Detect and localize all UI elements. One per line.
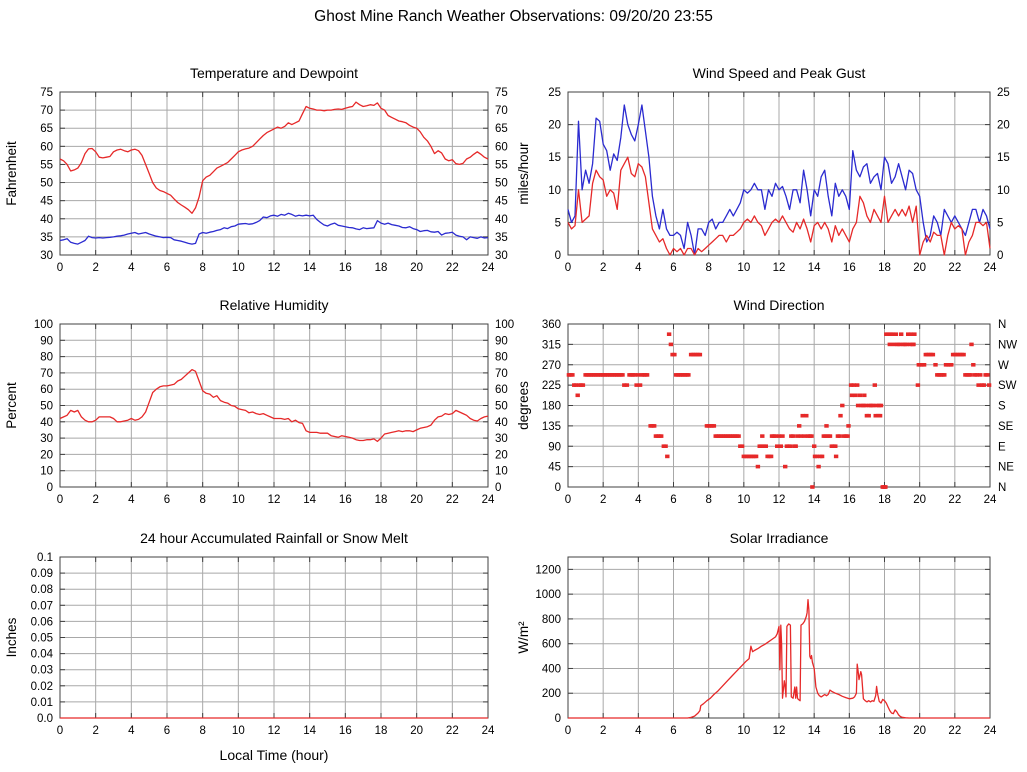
svg-text:8: 8 — [705, 494, 712, 506]
svg-text:10: 10 — [231, 262, 245, 274]
svg-text:16: 16 — [842, 262, 856, 274]
svg-text:70: 70 — [40, 367, 53, 380]
svg-text:E: E — [998, 441, 1006, 454]
svg-text:0: 0 — [564, 494, 572, 506]
svg-text:4: 4 — [128, 262, 135, 274]
svg-text:25: 25 — [548, 87, 561, 99]
svg-text:20: 20 — [997, 119, 1010, 132]
svg-text:16: 16 — [338, 725, 352, 737]
svg-text:8: 8 — [705, 725, 712, 737]
chart-wind-speed-gust — [512, 58, 1027, 280]
svg-text:10: 10 — [231, 494, 245, 506]
svg-text:2: 2 — [92, 725, 99, 737]
svg-text:0: 0 — [997, 250, 1004, 262]
svg-text:6: 6 — [670, 494, 677, 506]
svg-text:0: 0 — [554, 713, 561, 725]
svg-text:10: 10 — [997, 184, 1010, 197]
svg-text:40: 40 — [495, 213, 508, 226]
svg-text:18: 18 — [878, 725, 891, 737]
svg-text:100: 100 — [33, 319, 53, 331]
svg-text:Wind Direction: Wind Direction — [733, 297, 825, 313]
svg-text:60: 60 — [495, 141, 508, 154]
svg-text:0.01: 0.01 — [30, 696, 53, 709]
svg-text:20: 20 — [40, 449, 53, 462]
svg-text:10: 10 — [495, 465, 508, 478]
svg-text:2: 2 — [92, 494, 99, 506]
svg-text:50: 50 — [495, 400, 508, 413]
svg-text:14: 14 — [807, 494, 821, 506]
svg-text:22: 22 — [445, 262, 459, 274]
svg-text:12: 12 — [267, 262, 281, 274]
svg-text:N: N — [998, 319, 1007, 331]
svg-text:4: 4 — [128, 494, 135, 506]
svg-text:8: 8 — [199, 494, 206, 506]
svg-text:25: 25 — [997, 87, 1010, 99]
svg-text:35: 35 — [40, 231, 53, 244]
svg-text:14: 14 — [807, 262, 821, 274]
svg-text:24: 24 — [983, 725, 997, 737]
svg-text:SW: SW — [998, 380, 1017, 393]
chart-temperature-dewpoint — [0, 58, 514, 280]
svg-text:S: S — [998, 400, 1006, 413]
svg-text:30: 30 — [495, 433, 508, 446]
svg-text:6: 6 — [163, 494, 171, 506]
svg-text:0: 0 — [56, 494, 64, 506]
svg-text:15: 15 — [548, 152, 561, 165]
svg-text:50: 50 — [40, 400, 53, 413]
svg-text:0.08: 0.08 — [30, 584, 53, 597]
svg-text:4: 4 — [128, 725, 135, 737]
svg-text:60: 60 — [495, 384, 508, 397]
svg-text:Percent: Percent — [4, 382, 19, 429]
svg-text:22: 22 — [948, 725, 962, 737]
svg-text:55: 55 — [495, 159, 508, 172]
svg-text:14: 14 — [807, 725, 821, 737]
chart-relative-humidity — [0, 290, 514, 512]
svg-text:135: 135 — [541, 420, 561, 433]
svg-text:35: 35 — [495, 231, 508, 244]
svg-text:10: 10 — [737, 725, 751, 737]
svg-text:18: 18 — [374, 725, 388, 737]
svg-text:NW: NW — [998, 339, 1018, 352]
svg-text:70: 70 — [40, 105, 53, 118]
svg-text:55: 55 — [40, 159, 53, 172]
svg-text:6: 6 — [163, 262, 171, 274]
svg-text:22: 22 — [445, 494, 459, 506]
svg-text:2: 2 — [599, 262, 607, 274]
svg-text:16: 16 — [338, 494, 352, 506]
svg-text:5: 5 — [997, 217, 1004, 230]
svg-text:Fahrenheit: Fahrenheit — [4, 141, 19, 206]
chart-rainfall — [0, 523, 514, 772]
svg-text:Wind Speed and Peak Gust: Wind Speed and Peak Gust — [692, 65, 866, 81]
svg-text:W: W — [998, 359, 1009, 372]
svg-text:10: 10 — [737, 262, 751, 274]
svg-text:65: 65 — [495, 123, 508, 136]
svg-text:10: 10 — [231, 725, 245, 737]
svg-text:0: 0 — [56, 262, 64, 274]
svg-text:4: 4 — [635, 725, 642, 737]
svg-text:360: 360 — [541, 319, 561, 331]
svg-text:0.03: 0.03 — [30, 664, 53, 677]
svg-text:Inches: Inches — [4, 617, 19, 658]
svg-text:0.09: 0.09 — [30, 568, 53, 581]
chart-wind-direction — [512, 290, 1027, 512]
svg-text:90: 90 — [40, 335, 53, 348]
svg-text:45: 45 — [495, 195, 508, 208]
svg-text:24: 24 — [481, 262, 495, 274]
svg-text:4: 4 — [635, 494, 642, 506]
svg-text:12: 12 — [267, 725, 281, 737]
svg-text:Solar Irradiance: Solar Irradiance — [729, 530, 829, 546]
svg-text:270: 270 — [541, 359, 561, 372]
svg-text:75: 75 — [495, 87, 508, 99]
svg-text:14: 14 — [303, 494, 317, 506]
svg-text:60: 60 — [40, 384, 53, 397]
svg-text:50: 50 — [495, 177, 508, 190]
svg-text:12: 12 — [772, 494, 786, 506]
page-title: Ghost Mine Ranch Weather Observations: 09/20/20 23:55 — [314, 8, 713, 25]
svg-text:24 hour Accumulated Rainfall o: 24 hour Accumulated Rainfall or Snow Melt — [140, 530, 408, 546]
svg-text:18: 18 — [878, 494, 891, 506]
svg-text:Relative Humidity: Relative Humidity — [219, 297, 329, 313]
svg-text:20: 20 — [495, 449, 508, 462]
svg-text:20: 20 — [410, 262, 424, 274]
svg-text:0.02: 0.02 — [30, 680, 53, 693]
svg-text:N: N — [998, 482, 1007, 494]
svg-text:Local Time (hour): Local Time (hour) — [219, 747, 329, 763]
svg-text:18: 18 — [878, 262, 891, 274]
svg-text:0: 0 — [554, 482, 561, 494]
svg-text:0.04: 0.04 — [30, 648, 53, 661]
svg-text:22: 22 — [948, 494, 962, 506]
svg-text:100: 100 — [495, 319, 514, 331]
svg-text:12: 12 — [772, 262, 786, 274]
svg-text:30: 30 — [40, 433, 53, 446]
svg-text:24: 24 — [983, 262, 997, 274]
svg-text:15: 15 — [997, 152, 1010, 165]
svg-text:30: 30 — [495, 250, 508, 262]
svg-text:60: 60 — [40, 141, 53, 154]
svg-text:24: 24 — [983, 494, 997, 506]
svg-text:20: 20 — [548, 119, 561, 132]
svg-text:4: 4 — [635, 262, 642, 274]
svg-text:225: 225 — [541, 380, 561, 393]
svg-text:30: 30 — [40, 250, 53, 262]
svg-text:0: 0 — [56, 725, 64, 737]
svg-text:600: 600 — [541, 638, 561, 651]
svg-text:W/m²: W/m² — [516, 621, 531, 654]
svg-text:40: 40 — [495, 416, 508, 429]
svg-text:8: 8 — [705, 262, 712, 274]
svg-text:24: 24 — [481, 725, 495, 737]
svg-text:20: 20 — [410, 725, 424, 737]
svg-text:45: 45 — [40, 195, 53, 208]
svg-text:5: 5 — [554, 217, 561, 230]
svg-text:NE: NE — [998, 461, 1014, 474]
svg-text:0.07: 0.07 — [30, 600, 53, 613]
svg-text:70: 70 — [495, 367, 508, 380]
svg-text:0.05: 0.05 — [30, 632, 53, 645]
svg-text:18: 18 — [374, 262, 388, 274]
svg-text:315: 315 — [541, 339, 561, 352]
svg-text:0: 0 — [564, 725, 572, 737]
svg-text:22: 22 — [445, 725, 459, 737]
svg-text:70: 70 — [495, 105, 508, 118]
svg-text:degrees: degrees — [516, 381, 531, 430]
svg-text:0: 0 — [46, 482, 53, 494]
svg-text:12: 12 — [772, 725, 786, 737]
svg-text:18: 18 — [374, 494, 388, 506]
svg-text:1200: 1200 — [535, 564, 561, 577]
svg-text:180: 180 — [541, 400, 561, 413]
svg-text:16: 16 — [842, 494, 856, 506]
svg-text:8: 8 — [199, 262, 206, 274]
svg-text:10: 10 — [40, 465, 53, 478]
svg-text:10: 10 — [737, 494, 751, 506]
svg-text:0: 0 — [564, 262, 572, 274]
svg-text:0: 0 — [554, 250, 561, 262]
svg-text:0: 0 — [495, 482, 502, 494]
svg-text:200: 200 — [541, 688, 561, 701]
svg-text:24: 24 — [481, 494, 495, 506]
svg-text:20: 20 — [410, 494, 424, 506]
svg-text:400: 400 — [541, 663, 561, 676]
svg-text:6: 6 — [670, 725, 677, 737]
svg-text:90: 90 — [548, 441, 561, 454]
svg-text:90: 90 — [495, 335, 508, 348]
svg-text:20: 20 — [913, 725, 927, 737]
svg-text:20: 20 — [913, 494, 927, 506]
chart-solar-irradiance — [512, 523, 1027, 772]
svg-text:20: 20 — [913, 262, 927, 274]
svg-text:40: 40 — [40, 416, 53, 429]
svg-text:16: 16 — [842, 725, 856, 737]
svg-text:40: 40 — [40, 213, 53, 226]
svg-text:6: 6 — [163, 725, 171, 737]
svg-text:Temperature and Dewpoint: Temperature and Dewpoint — [189, 65, 359, 81]
svg-text:2: 2 — [599, 494, 607, 506]
svg-text:50: 50 — [40, 177, 53, 190]
svg-text:22: 22 — [948, 262, 962, 274]
svg-text:16: 16 — [338, 262, 352, 274]
svg-text:6: 6 — [670, 262, 677, 274]
svg-text:0.1: 0.1 — [37, 552, 53, 564]
svg-text:2: 2 — [599, 725, 607, 737]
svg-text:14: 14 — [303, 725, 317, 737]
svg-text:75: 75 — [40, 87, 53, 99]
svg-text:45: 45 — [548, 461, 561, 474]
svg-text:10: 10 — [548, 184, 561, 197]
svg-text:80: 80 — [40, 351, 53, 364]
svg-text:miles/hour: miles/hour — [516, 142, 531, 205]
svg-text:80: 80 — [495, 351, 508, 364]
svg-text:1000: 1000 — [535, 589, 561, 602]
svg-text:65: 65 — [40, 123, 53, 136]
svg-text:12: 12 — [267, 494, 281, 506]
svg-text:800: 800 — [541, 613, 561, 626]
svg-text:2: 2 — [92, 262, 99, 274]
svg-text:SE: SE — [998, 420, 1014, 433]
svg-text:8: 8 — [199, 725, 206, 737]
svg-text:0.06: 0.06 — [30, 616, 53, 629]
svg-text:0.0: 0.0 — [37, 713, 53, 725]
svg-text:14: 14 — [303, 262, 317, 274]
